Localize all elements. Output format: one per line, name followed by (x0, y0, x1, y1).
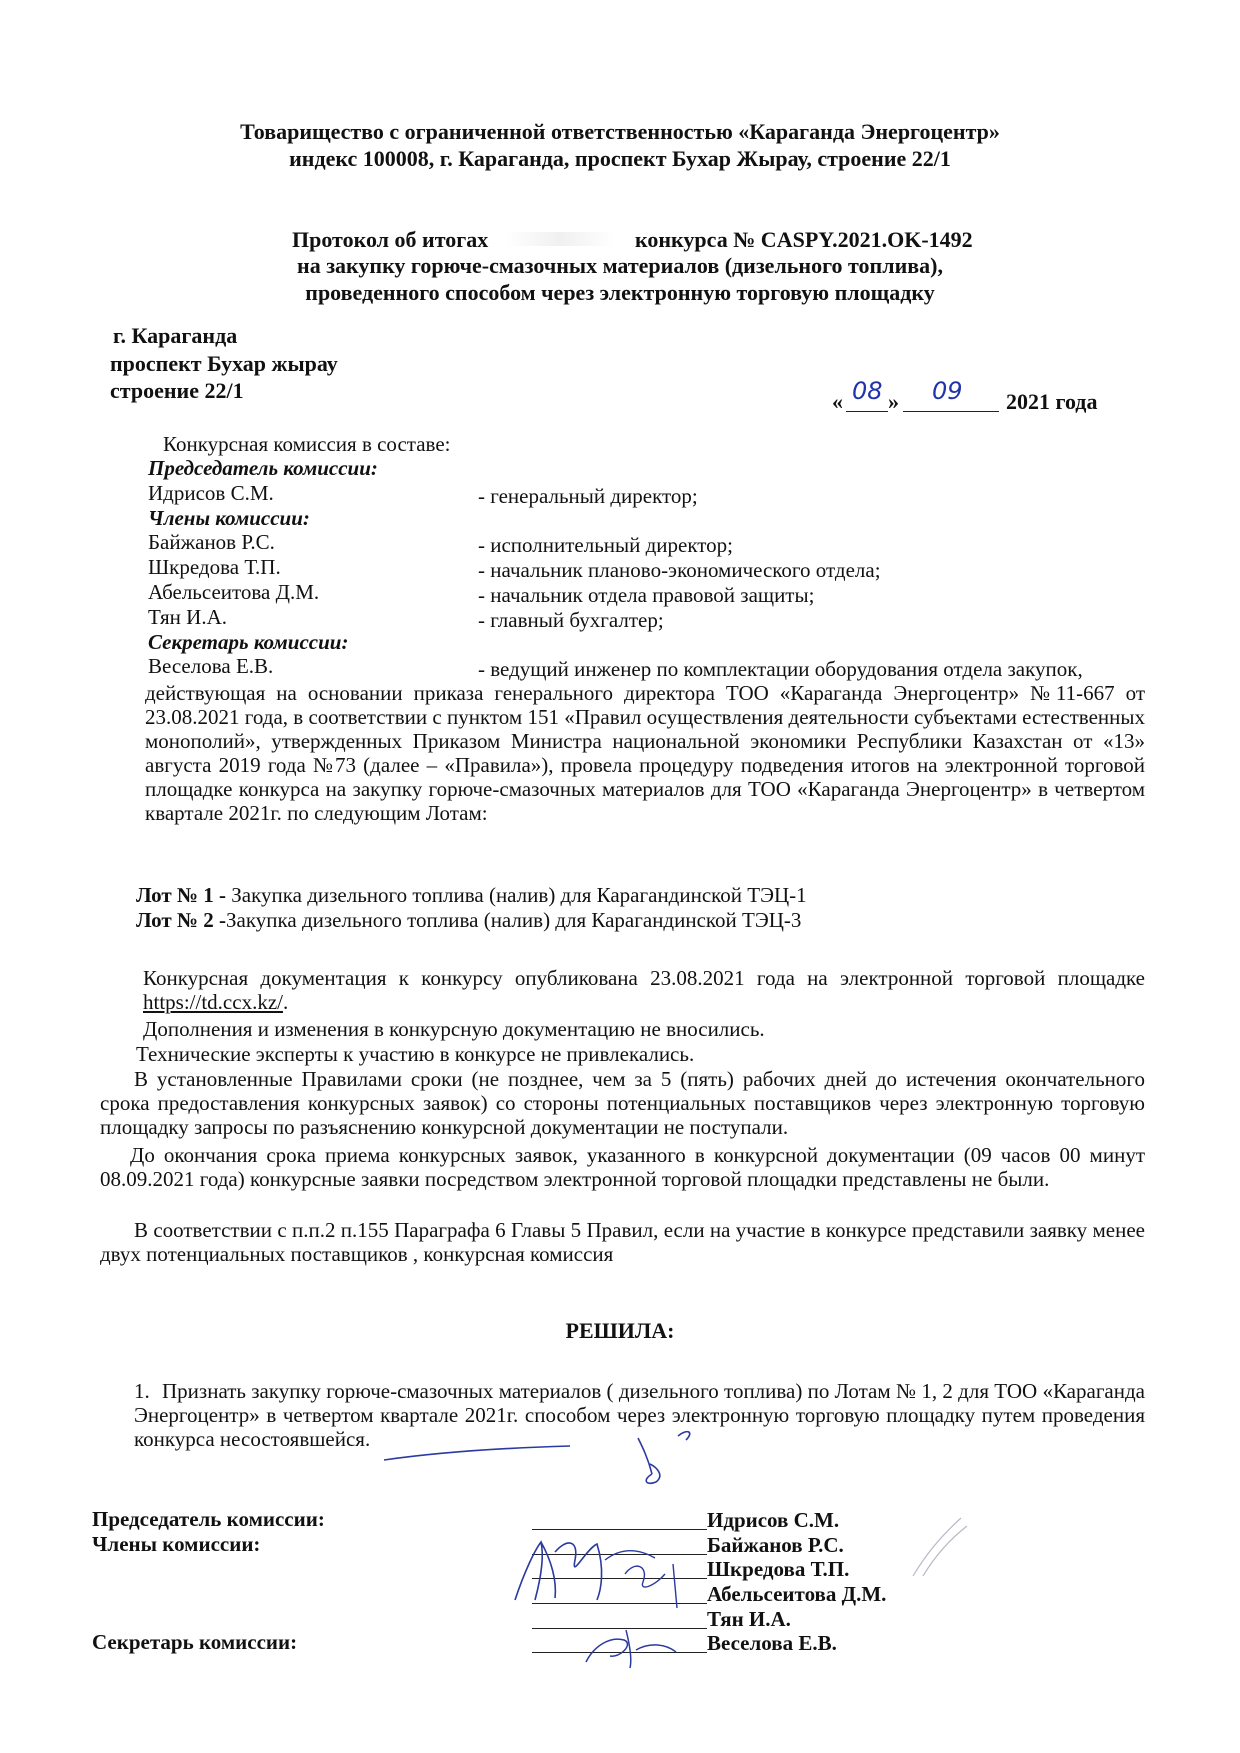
decision-heading: РЕШИЛА: (565, 1318, 675, 1343)
lot-1-text: Закупка дизельного топлива (налив) для Карагандинской ТЭЦ-1 (226, 883, 807, 907)
date-open-quote: « (832, 389, 843, 414)
redacted-mark (505, 232, 615, 246)
member-role: - начальник отдела правовой защиты; (478, 583, 815, 607)
date-year: 2021 года (1006, 389, 1098, 414)
signature-name: Идрисов С.М. (707, 1508, 840, 1532)
signature-secretary-label: Секретарь комиссии: (92, 1630, 298, 1654)
signature-members-label: Члены комиссии: (92, 1532, 261, 1556)
protocol-subtitle: на закупку горюче-смазочных материалов (дизельного топлива), (297, 253, 943, 278)
lot-1-label: Лот № 1 - (136, 883, 227, 907)
decision-item-number: 1. (134, 1379, 150, 1403)
member-role: - главный бухгалтер; (478, 608, 664, 632)
member-role: - исполнительный директор; (478, 533, 734, 557)
decision-item-text: Признать закупку горюче-смазочных материалов ( дизельного топлива) по Лотам № 1, 2 для ТОО «Караганда Энергоцентр» в четвертом квартале 2021г. способом через электронную торговую площадку путем проведения конкурса несостоявшейся. (134, 1379, 1145, 1451)
body-paragraph-clarifications: В установленные Правилами сроки (не позднее, чем за 5 (пять) рабочих дней до истечения окончательного срока предоставления конкурсных заявок) со стороны потенциальных поставщиков через электронную торговую площадку запросы по разъяснению конкурсной документации не поступали. (100, 1067, 1145, 1139)
signature-scribble-faint (905, 1510, 975, 1580)
body-paragraph-legal-basis: В соответствии с п.п.2 п.155 Параграфа 6 Главы 5 Правил, если на участие в конкурсе представили заявку менее двух потенциальных поставщиков , конкурсная комиссия (100, 1218, 1145, 1266)
date-month-line (903, 411, 999, 412)
chairman-role: - генеральный директор; (478, 484, 698, 508)
chairman-name: Идрисов С.М. (148, 481, 274, 505)
secretary-heading: Секретарь комиссии: (148, 630, 349, 654)
body-paragraph-applications: До окончания срока приема конкурсных заявок, указанного в конкурсной документации (09 часов 00 минут 08.09.2021 года) конкурсные заявки посредством электронной торговой площадки представлены не были. (100, 1143, 1145, 1191)
member-name: Шкредова Т.П. (148, 555, 281, 579)
lot-2 (136, 908, 801, 932)
members-heading: Члены комиссии: (148, 506, 310, 530)
protocol-method: проведенного способом через электронную торговую площадку (305, 280, 935, 305)
publication-end: . (282, 990, 289, 1014)
publication-text: Конкурсная документация к конкурсу опубликована 23.08.2021 года на электронной торговой площадке (143, 966, 1145, 990)
signature-name: Шкредова Т.П. (707, 1557, 850, 1581)
body-paragraph-experts: Технические эксперты к участию в конкурсе не привлекались. (136, 1042, 695, 1066)
signature-scribble-members (505, 1530, 705, 1610)
organization-address: индекс 100008, г. Караганда, проспект Бухар Жырау, строение 22/1 (289, 146, 951, 171)
date-close-quote: » (888, 389, 899, 414)
lot-2-label: Лот № 2 - (136, 908, 227, 932)
date-month-handwritten: 09 (932, 377, 963, 405)
body-paragraph-amendments: Дополнения и изменения в конкурсную документацию не вносились. (143, 1017, 765, 1041)
chairman-heading: Председатель комиссии: (148, 456, 378, 480)
signature-chairman-label: Председатель комиссии: (92, 1507, 325, 1531)
member-name: Абельсеитова Д.М. (148, 580, 320, 604)
member-role: - начальник планово-экономического отдела; (478, 558, 881, 582)
protocol-title-start: Протокол об итогах (292, 227, 489, 252)
lot-2-text: Закупка дизельного топлива (налив) для Карагандинской ТЭЦ-3 (226, 908, 802, 932)
member-name: Байжанов Р.С. (148, 530, 275, 554)
member-name: Тян И.А. (148, 605, 228, 629)
location-city: г. Караганда (113, 323, 238, 348)
location-building: строение 22/1 (110, 378, 244, 403)
signature-name: Тян И.А. (707, 1607, 791, 1631)
signature-name: Абельсеитова Д.М. (707, 1582, 887, 1606)
date-day-line (846, 411, 888, 412)
body-paragraph-publication (143, 966, 1145, 1014)
organization-name: Товарищество с ограниченной ответственностью «Караганда Энергоцентр» (240, 119, 1000, 144)
commission-intro: Конкурсная комиссия в составе: (163, 432, 451, 456)
protocol-title-number: конкурса № CASPY.2021.OK-1492 (635, 227, 973, 252)
handwritten-mark-svg (380, 1418, 740, 1488)
date-day-handwritten: 08 (852, 377, 883, 405)
lot-1 (136, 883, 807, 907)
body-paragraph-basis: действующая на основании приказа генерального директора ТОО «Караганда Энергоцентр» №11-667 от 23.08.2021 года, в соответствии с пунктом 151 «Правил осуществления деятельности субъектами естественных монополий», утвержденных Приказом Министра национальной экономики Республики Казахстан от «13» августа 2019 года №73 (далее – «Правила»), провела процедуру подведения итогов на электронной торговой площадке конкурса на закупку горюче-смазочных материалов для ТОО «Караганда Энергоцентр» в четвертом квартале 2021г. по следующим Лотам: (145, 681, 1145, 825)
platform-link[interactable]: https://td.ccx.kz/ (143, 990, 283, 1014)
secretary-role: - ведущий инженер по комплектации оборудования отдела закупок, (478, 657, 1083, 681)
signature-name: Байжанов Р.С. (707, 1533, 844, 1557)
secretary-name: Веселова Е.В. (148, 654, 274, 678)
signature-name: Веселова Е.В. (707, 1631, 837, 1655)
location-street: проспект Бухар жырау (110, 351, 338, 376)
signature-scribble-secretary (580, 1622, 690, 1672)
